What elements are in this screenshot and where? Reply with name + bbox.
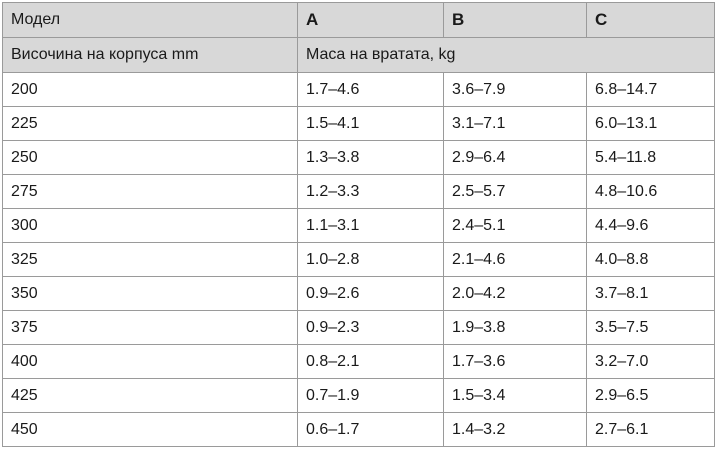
- mass-cell-a: 0.6–1.7: [298, 413, 444, 447]
- mass-cell-c: 4.0–8.8: [587, 243, 715, 277]
- mass-cell-a: 0.8–2.1: [298, 345, 444, 379]
- mass-cell-b: 1.7–3.6: [444, 345, 587, 379]
- table-subheader-row: [3, 38, 715, 73]
- mass-table-container: [2, 2, 714, 447]
- mass-cell-c: 3.2–7.0: [587, 345, 715, 379]
- door-mass-table: [2, 2, 715, 447]
- column-header-c: C: [587, 3, 715, 38]
- mass-cell-a: 0.9–2.6: [298, 277, 444, 311]
- table-header-row: [3, 3, 715, 38]
- height-cell: 275: [3, 175, 298, 209]
- mass-cell-a: 1.2–3.3: [298, 175, 444, 209]
- table-row: [3, 413, 715, 447]
- mass-cell-c: 6.8–14.7: [587, 73, 715, 107]
- mass-cell-c: 3.5–7.5: [587, 311, 715, 345]
- height-cell: 375: [3, 311, 298, 345]
- height-cell: 300: [3, 209, 298, 243]
- table-row: [3, 107, 715, 141]
- height-cell: 325: [3, 243, 298, 277]
- mass-cell-b: 3.6–7.9: [444, 73, 587, 107]
- mass-cell-c: 2.7–6.1: [587, 413, 715, 447]
- mass-cell-b: 1.9–3.8: [444, 311, 587, 345]
- height-cell: 350: [3, 277, 298, 311]
- table-row: [3, 277, 715, 311]
- model-header-cell: Модел: [3, 3, 298, 38]
- table-row: [3, 141, 715, 175]
- mass-cell-a: 0.9–2.3: [298, 311, 444, 345]
- mass-cell-b: 2.4–5.1: [444, 209, 587, 243]
- height-cell: 200: [3, 73, 298, 107]
- mass-cell-b: 3.1–7.1: [444, 107, 587, 141]
- height-cell: 400: [3, 345, 298, 379]
- mass-cell-b: 2.9–6.4: [444, 141, 587, 175]
- table-row: [3, 175, 715, 209]
- height-cell: 225: [3, 107, 298, 141]
- height-cell: 425: [3, 379, 298, 413]
- mass-cell-b: 1.5–3.4: [444, 379, 587, 413]
- column-header-b: B: [444, 3, 587, 38]
- mass-cell-c: 5.4–11.8: [587, 141, 715, 175]
- table-row: [3, 209, 715, 243]
- table-row: [3, 311, 715, 345]
- mass-cell-a: 1.5–4.1: [298, 107, 444, 141]
- mass-cell-b: 2.1–4.6: [444, 243, 587, 277]
- cabinet-height-header: Височина на корпуса mm: [3, 38, 298, 73]
- mass-cell-c: 3.7–8.1: [587, 277, 715, 311]
- height-cell: 450: [3, 413, 298, 447]
- mass-cell-a: 0.7–1.9: [298, 379, 444, 413]
- mass-cell-c: 4.4–9.6: [587, 209, 715, 243]
- table-row: [3, 379, 715, 413]
- mass-cell-c: 2.9–6.5: [587, 379, 715, 413]
- mass-cell-c: 4.8–10.6: [587, 175, 715, 209]
- mass-cell-c: 6.0–13.1: [587, 107, 715, 141]
- mass-cell-b: 2.0–4.2: [444, 277, 587, 311]
- height-cell: 250: [3, 141, 298, 175]
- table-row: [3, 345, 715, 379]
- mass-cell-a: 1.3–3.8: [298, 141, 444, 175]
- mass-cell-b: 1.4–3.2: [444, 413, 587, 447]
- mass-cell-b: 2.5–5.7: [444, 175, 587, 209]
- door-mass-header: Маса на вратата, kg: [298, 38, 715, 73]
- table-row: [3, 73, 715, 107]
- table-row: [3, 243, 715, 277]
- mass-cell-a: 1.0–2.8: [298, 243, 444, 277]
- mass-cell-a: 1.7–4.6: [298, 73, 444, 107]
- mass-cell-a: 1.1–3.1: [298, 209, 444, 243]
- column-header-a: A: [298, 3, 444, 38]
